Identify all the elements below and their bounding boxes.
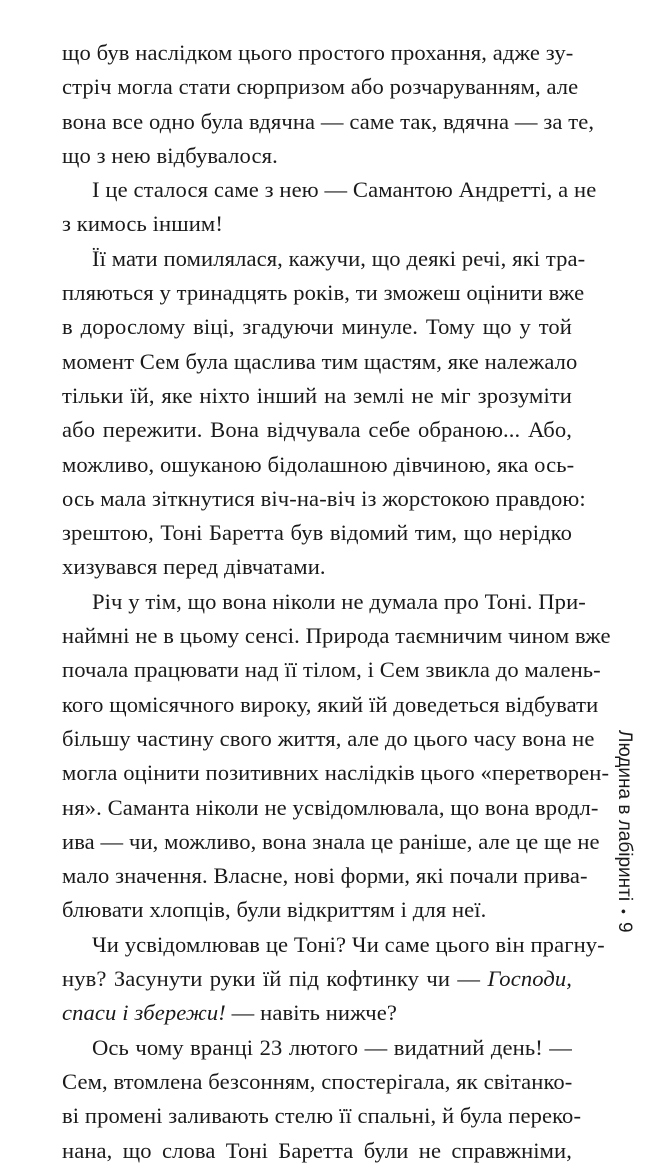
- text-line: блювати хлопців, були відкриттям і для неї.: [62, 897, 487, 923]
- page-number: 9: [614, 921, 635, 933]
- text-line: наймні не в цьому сенсі. Природа таємничим чином вже: [62, 623, 611, 649]
- text-line: мало значення. Власне, нові форми, які почали прива-: [62, 863, 588, 889]
- text-line: більшу частину свого життя, але до цього часу вона не: [62, 725, 595, 751]
- text-line: в дорослому віці, згадуючи минуле. Тому що у той: [62, 314, 572, 340]
- text-line: ива — чи, можливо, вона знала це раніше, але це ще не: [62, 828, 600, 854]
- italic-run: спаси і збережи!: [62, 1000, 226, 1026]
- text-line: ві промені заливають стелю її спальні, й була переко-: [62, 1103, 582, 1129]
- text-line: що з нею відбувалося.: [62, 142, 278, 168]
- text-line: могла оцінити позитивних наслідків цього «перетворен-: [62, 760, 610, 786]
- text-line: зрештою, Тоні Баретта був відомий тим, що нерідко: [62, 520, 572, 546]
- text-line: Її мати помилялася, кажучи, що деякі речі, які тра-: [92, 245, 586, 271]
- text-line: або пережити. Вона відчувала себе обраною... Або,: [62, 417, 572, 443]
- text-line: хизувався перед дівчатами.: [62, 554, 326, 580]
- text-line: Ось чому вранці 23 лютого — видатний день! —: [92, 1034, 572, 1060]
- text-line: вона все одно була вдячна — саме так, вдячна — за те,: [62, 108, 595, 134]
- text-line: [62, 996, 572, 1030]
- text-run: нув? Засунути руки їй під кофтинку чи —: [62, 966, 488, 992]
- italic-run: Господи,: [487, 966, 572, 992]
- text-line: Сем, втомлена безсонням, спостерігала, як світанко-: [62, 1068, 573, 1094]
- text-line: почала працювати над її тілом, і Сем звикла до малень-: [62, 657, 601, 683]
- separator-bullet: •: [616, 909, 632, 914]
- text-line: І це сталося саме з нею — Самантою Андретті, а не: [92, 177, 597, 203]
- text-line: Чи усвідомлював це Тоні? Чи саме цього він прагну-: [92, 931, 605, 957]
- text-line: ось мала зіткнутися віч-на-віч із жорстокою правдою:: [62, 485, 586, 511]
- text-line: з кимось іншим!: [62, 211, 223, 237]
- text-line: ня». Саманта ніколи не усвідомлювала, що вона вродл-: [62, 794, 599, 820]
- text-run: — навіть нижче?: [225, 1000, 397, 1026]
- text-line: пляються у тринадцять років, ти зможеш оцінити вже: [62, 280, 585, 306]
- text-line: кого щомісячного вироку, який їй доведеться відбувати: [62, 691, 599, 717]
- text-line: [62, 962, 572, 996]
- book-title: Людина в лабіринті: [614, 730, 635, 902]
- body-text: [62, 36, 611, 1168]
- text-line: момент Сем була щаслива тим щастям, яке належало: [62, 348, 578, 374]
- text-line: можливо, ошуканою бідолашною дівчиною, яка ось-: [62, 451, 575, 477]
- text-line: Річ у тім, що вона ніколи не думала про Тоні. При-: [92, 588, 586, 614]
- text-line: тільки їй, яке ніхто інший на землі не міг зрозуміти: [62, 382, 572, 408]
- text-line: що був наслідком цього простого прохання, адже зу-: [62, 40, 574, 65]
- text-line: нана, що слова Тоні Баретта були не справжніми,: [62, 1137, 572, 1163]
- running-head: [612, 730, 636, 980]
- text-line: стріч могла стати сюрпризом або розчаруванням, але: [62, 74, 579, 100]
